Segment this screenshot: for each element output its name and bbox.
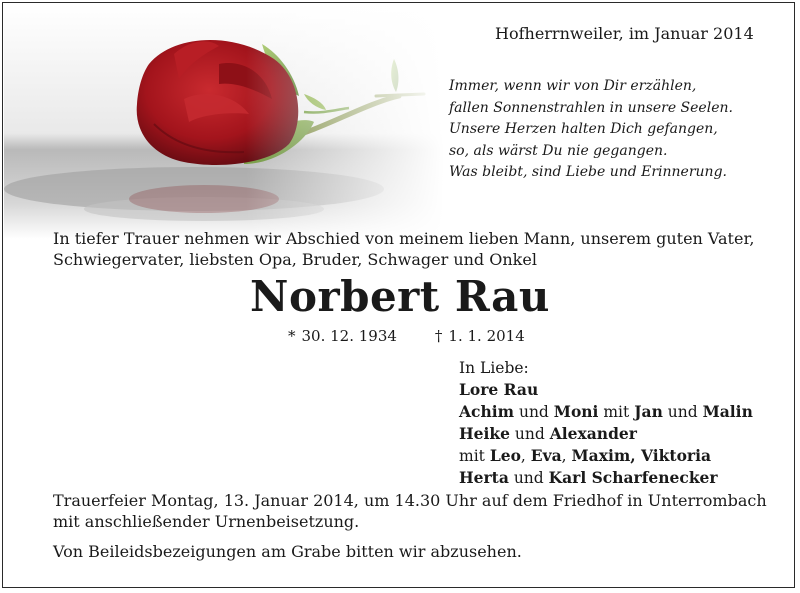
poem-line: Immer, wenn wir von Dir erzählen, <box>449 78 697 94</box>
family-connector: und <box>510 425 550 443</box>
family-line <box>459 467 753 489</box>
family-connector: und <box>662 403 703 421</box>
family-connector: mit <box>598 403 635 421</box>
family-connector: und <box>514 403 554 421</box>
family-signatures <box>459 358 753 489</box>
family-connector: mit <box>459 447 490 465</box>
death-date: 1. 1. 2014 <box>448 327 525 345</box>
place-date: Hofherrnweiler, im Januar 2014 <box>495 24 754 43</box>
family-connector: , <box>520 447 531 465</box>
family-name: Leo <box>489 446 521 465</box>
death-symbol: † <box>434 327 443 345</box>
poem-line: so, als wärst Du nie gegangen. <box>449 142 668 159</box>
family-connector: , <box>561 447 572 465</box>
intro-line: Schwiegervater, liebsten Opa, Bruder, Schwager und Onkel <box>53 250 537 269</box>
family-name: Malin <box>702 402 753 421</box>
family-connector: und <box>508 469 549 487</box>
family-name: Alexander <box>549 424 637 443</box>
family-line <box>459 423 753 445</box>
poem <box>449 76 733 184</box>
family-name: Maxim, Viktoria <box>571 446 712 465</box>
birth-symbol: * <box>288 327 296 345</box>
family-name: Lore Rau <box>459 380 539 399</box>
family-name: Herta <box>459 468 509 487</box>
poem-line: fallen Sonnenstrahlen in unsere Seelen. <box>449 99 733 116</box>
family-name: Karl Scharfenecker <box>548 468 718 487</box>
rose-image <box>4 4 444 239</box>
life-dates <box>288 327 531 345</box>
birth-date: 30. 12. 1934 <box>301 327 397 345</box>
ceremony-line: mit anschließender Urnenbeisetzung. <box>53 512 360 531</box>
family-name: Heike <box>459 424 510 443</box>
condolence-note: Von Beileidsbezeigungen am Grabe bitten wir abzusehen. <box>53 542 522 561</box>
family-line <box>459 445 753 467</box>
poem-line: Was bleibt, sind Liebe und Erinnerung. <box>449 164 727 180</box>
poem-line: Unsere Herzen halten Dich gefangen, <box>449 121 718 137</box>
ceremony-info <box>53 490 767 532</box>
intro-line: In tiefer Trauer nehmen wir Abschied von meinem lieben Mann, unserem guten Vater, <box>53 229 755 248</box>
family-line <box>459 401 753 423</box>
family-name: Jan <box>634 402 663 421</box>
family-name: Eva <box>530 446 562 465</box>
family-name: Moni <box>553 402 599 421</box>
family-line <box>459 379 753 401</box>
family-name: Achim <box>459 402 515 421</box>
ceremony-line: Trauerfeier Montag, 13. Januar 2014, um 14.30 Uhr auf dem Friedhof in Unterrombach <box>53 491 767 510</box>
intro-text <box>53 228 793 270</box>
deceased-name: Norbert Rau <box>250 272 550 321</box>
family-heading: In Liebe: <box>459 359 529 377</box>
